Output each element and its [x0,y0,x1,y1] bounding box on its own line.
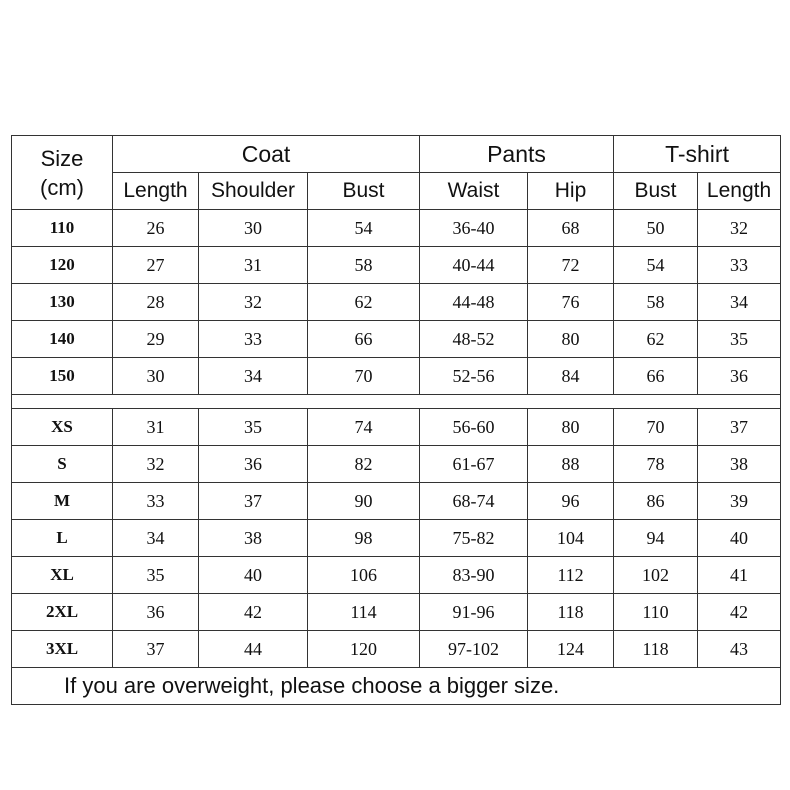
table-row [12,409,781,446]
measurement-cell: 62 [614,321,698,358]
measurement-cell: 118 [614,631,698,668]
section-gap [12,395,781,409]
size-cell: 120 [12,247,113,284]
measurement-cell: 32 [199,284,308,321]
measurement-cell: 58 [308,247,420,284]
size-chart [11,135,780,705]
measurement-cell: 39 [698,483,781,520]
size-label: Size [40,145,84,171]
spacer-row [12,395,781,409]
table-row [12,284,781,321]
measurement-cell: 88 [528,446,614,483]
measurement-cell: 98 [308,520,420,557]
footer-note: If you are overweight, please choose a bigger size. [12,668,781,705]
measurement-cell: 68 [528,210,614,247]
measurement-cell: 62 [308,284,420,321]
measurement-cell: 104 [528,520,614,557]
measurement-cell: 35 [698,321,781,358]
table-row [12,247,781,284]
measurement-cell: 33 [698,247,781,284]
measurement-cell: 91-96 [420,594,528,631]
measurement-cell: 29 [113,321,199,358]
spacer-cell [12,395,781,409]
measurement-cell: 80 [528,409,614,446]
measurement-cell: 75-82 [420,520,528,557]
adult-size-rows [12,409,781,668]
measurement-cell: 37 [199,483,308,520]
measurement-cell: 26 [113,210,199,247]
measurement-cell: 31 [113,409,199,446]
measurement-cell: 124 [528,631,614,668]
measurement-cell: 41 [698,557,781,594]
measurement-cell: 40 [199,557,308,594]
measurement-cell: 102 [614,557,698,594]
measurement-cell: 37 [698,409,781,446]
size-cell: S [12,446,113,483]
column-header: Waist [420,173,528,210]
table-row [12,594,781,631]
measurement-cell: 82 [308,446,420,483]
table-row [12,210,781,247]
measurement-cell: 66 [308,321,420,358]
table-row [12,446,781,483]
measurement-cell: 86 [614,483,698,520]
measurement-cell: 44 [199,631,308,668]
measurement-cell: 97-102 [420,631,528,668]
measurement-cell: 56-60 [420,409,528,446]
measurement-cell: 36 [113,594,199,631]
measurement-cell: 33 [113,483,199,520]
size-header [12,136,113,210]
table-row [12,557,781,594]
measurement-cell: 118 [528,594,614,631]
size-table [11,135,781,705]
size-cell: 3XL [12,631,113,668]
measurement-cell: 120 [308,631,420,668]
measurement-cell: 30 [113,358,199,395]
table-row [12,358,781,395]
measurement-cell: 83-90 [420,557,528,594]
table-row [12,321,781,358]
column-header: Length [113,173,199,210]
measurement-cell: 68-74 [420,483,528,520]
measurement-cell: 90 [308,483,420,520]
column-header: Bust [308,173,420,210]
measurement-cell: 61-67 [420,446,528,483]
measurement-cell: 43 [698,631,781,668]
measurement-cell: 50 [614,210,698,247]
column-header: Shoulder [199,173,308,210]
measurement-cell: 72 [528,247,614,284]
measurement-cell: 32 [698,210,781,247]
column-header: Bust [614,173,698,210]
size-cell: 130 [12,284,113,321]
measurement-cell: 74 [308,409,420,446]
measurement-cell: 28 [113,284,199,321]
unit-label: (cm) [40,174,84,200]
measurement-cell: 114 [308,594,420,631]
kids-size-rows [12,210,781,395]
measurement-cell: 34 [199,358,308,395]
size-cell: XL [12,557,113,594]
table-row [12,631,781,668]
size-cell: M [12,483,113,520]
column-header: Length [698,173,781,210]
measurement-cell: 52-56 [420,358,528,395]
measurement-cell: 106 [308,557,420,594]
measurement-cell: 94 [614,520,698,557]
measurement-cell: 30 [199,210,308,247]
measurement-cell: 35 [113,557,199,594]
table-row [12,483,781,520]
measurement-cell: 31 [199,247,308,284]
measurement-cell: 76 [528,284,614,321]
measurement-cell: 36 [698,358,781,395]
measurement-cell: 80 [528,321,614,358]
group-coat: Coat [113,136,420,173]
measurement-cell: 38 [199,520,308,557]
measurement-cell: 58 [614,284,698,321]
measurement-cell: 70 [614,409,698,446]
column-header: Hip [528,173,614,210]
measurement-cell: 36 [199,446,308,483]
measurement-cell: 96 [528,483,614,520]
table-row [12,520,781,557]
measurement-cell: 54 [614,247,698,284]
measurement-cell: 84 [528,358,614,395]
size-cell: L [12,520,113,557]
size-cell: 140 [12,321,113,358]
measurement-cell: 40-44 [420,247,528,284]
measurement-cell: 38 [698,446,781,483]
size-cell: XS [12,409,113,446]
size-cell: 110 [12,210,113,247]
measurement-cell: 34 [698,284,781,321]
measurement-cell: 37 [113,631,199,668]
group-pants: Pants [420,136,614,173]
measurement-cell: 70 [308,358,420,395]
measurement-cell: 78 [614,446,698,483]
measurement-cell: 36-40 [420,210,528,247]
measurement-cell: 54 [308,210,420,247]
measurement-cell: 42 [698,594,781,631]
size-cell: 150 [12,358,113,395]
measurement-cell: 33 [199,321,308,358]
measurement-cell: 110 [614,594,698,631]
measurement-cell: 48-52 [420,321,528,358]
measurement-cell: 40 [698,520,781,557]
measurement-cell: 27 [113,247,199,284]
size-cell: 2XL [12,594,113,631]
measurement-cell: 34 [113,520,199,557]
measurement-cell: 35 [199,409,308,446]
measurement-cell: 44-48 [420,284,528,321]
measurement-cell: 42 [199,594,308,631]
group-tshirt: T-shirt [614,136,781,173]
measurement-cell: 32 [113,446,199,483]
measurement-cell: 112 [528,557,614,594]
measurement-cell: 66 [614,358,698,395]
